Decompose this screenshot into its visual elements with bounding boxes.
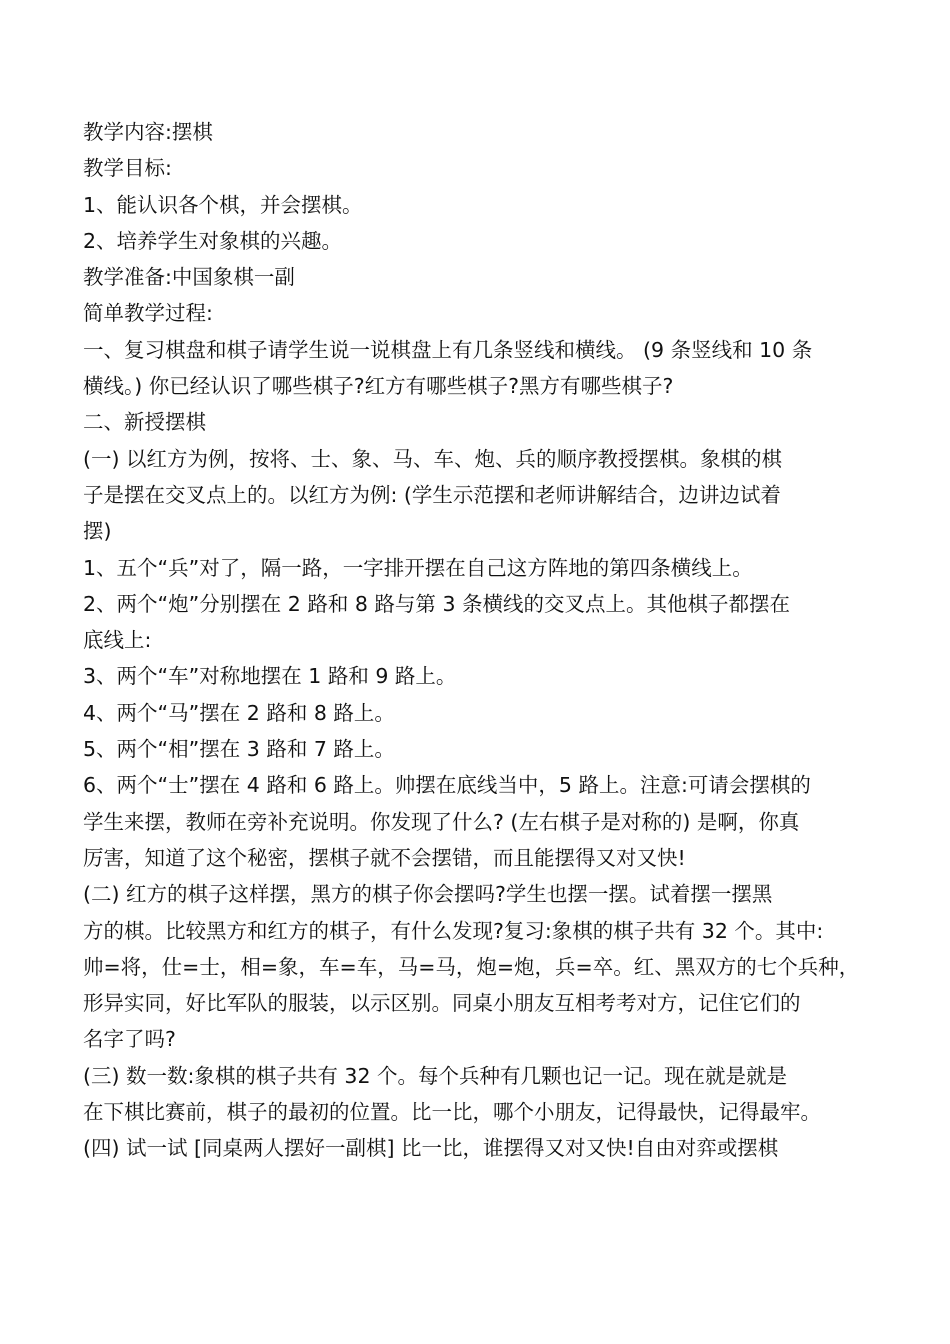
text-line: (一) 以红方为例，按将、士、象、马、车、炮、兵的顺序教授摆棋。象棋的棋	[83, 446, 783, 471]
objective-item-1: 1、能认识各个棋，并会摆棋。	[83, 192, 363, 217]
step-item-advisors: 6、两个“士”摆在 4 路和 6 路上。帅摆在底线当中，5 路上。注意:可请会摆棋的	[83, 773, 811, 798]
step-item-cannons: 2、两个“炮”分别摆在 2 路和 8 路与第 3 条横线的交叉点上。其他棋子都摆在	[83, 591, 791, 616]
text-line: 形异实同，好比军队的服装，以示区别。同桌小朋友互相考考对方，记住它们的	[83, 991, 801, 1016]
text-line: 在下棋比赛前，棋子的最初的位置。比一比，哪个小朋友，记得最快，记得最牢。	[83, 1100, 821, 1125]
text-line: 方的棋。比较黑方和红方的棋子，有什么发现?复习:象棋的棋子共有 32 个。其中:	[83, 918, 824, 943]
text-line: 一、复习棋盘和棋子请学生说一说棋盘上有几条竖线和横线。 (9 条竖线和 10 条	[83, 337, 813, 362]
text-line: 厉害，知道了这个秘密，摆棋子就不会摆错，而且能摆得又对又快!	[83, 845, 686, 870]
step-item-chariots: 3、两个“车”对称地摆在 1 路和 9 路上。	[83, 664, 457, 689]
text-line: 底线上:	[83, 628, 152, 653]
text-line: (三) 数一数:象棋的棋子共有 32 个。每个兵种有几颗也记一记。现在就是就是	[83, 1063, 788, 1088]
objective-item-2: 2、培养学生对象棋的兴趣。	[83, 228, 343, 253]
lesson-objectives-heading: 教学目标:	[83, 156, 172, 181]
section-heading-new-lesson: 二、新授摆棋	[83, 410, 206, 435]
text-line: 学生来摆，教师在旁补充说明。你发现了什么? (左右棋子是对称的) 是啊，你真	[83, 809, 800, 834]
process-heading: 简单教学过程:	[83, 301, 213, 326]
step-item-elephants: 5、两个“相”摆在 3 路和 7 路上。	[83, 737, 395, 762]
text-line: 横线。) 你已经认识了哪些棋子?红方有哪些棋子?黑方有哪些棋子?	[83, 374, 674, 399]
lesson-preparation-line: 教学准备:中国象棋一副	[83, 265, 295, 290]
document-body	[83, 114, 878, 1167]
text-line: 帅=将，仕=士，相=象，车=车，马=马，炮=炮，兵=卒。红、黑双方的七个兵种，	[83, 954, 860, 979]
step-item-soldiers: 1、五个“兵”对了，隔一路，一字排开摆在自己这方阵地的第四条横线上。	[83, 555, 753, 580]
text-line: 名字了吗?	[83, 1027, 176, 1052]
text-line: 子是摆在交叉点上的。以红方为例: (学生示范摆和老师讲解结合，边讲边试着	[83, 482, 781, 507]
step-item-horses: 4、两个“马”摆在 2 路和 8 路上。	[83, 700, 395, 725]
text-line: (四) 试一试 [同桌两人摆好一副棋] 比一比，谁摆得又对又快!自由对弈或摆棋	[83, 1136, 779, 1161]
text-line: 摆)	[83, 519, 112, 544]
lesson-content-line: 教学内容:摆棋	[83, 120, 213, 144]
text-line: (二) 红方的棋子这样摆，黑方的棋子你会摆吗?学生也摆一摆。试着摆一摆黑	[83, 882, 773, 907]
